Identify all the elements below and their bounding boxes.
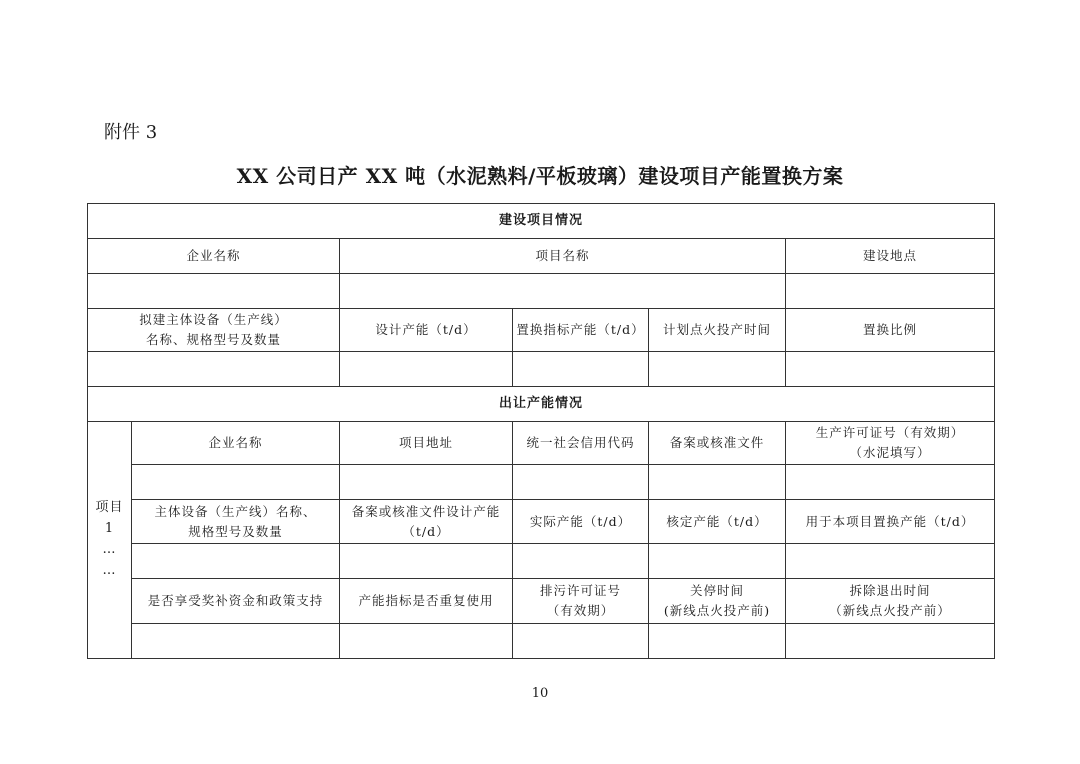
project-label xyxy=(88,422,132,659)
demolition-time-cell[interactable] xyxy=(786,624,995,659)
replacement-ratio-cell[interactable] xyxy=(786,352,995,387)
replacement-ratio-header: 置换比例 xyxy=(786,309,995,352)
replacement-capacity-cell[interactable] xyxy=(513,352,649,387)
demolition-time-line2: （新线点火投产前） xyxy=(829,603,951,618)
capacity-reuse-cell[interactable] xyxy=(340,624,513,659)
discharge-permit-header xyxy=(513,579,649,624)
subsidy-cell[interactable] xyxy=(132,624,340,659)
construction-company-name-header: 企业名称 xyxy=(88,239,340,274)
design-capacity-cell[interactable] xyxy=(340,352,513,387)
shutdown-time-header xyxy=(649,579,786,624)
credit-code-header: 统一社会信用代码 xyxy=(513,422,649,465)
page-number: 10 xyxy=(531,686,549,701)
construction-equipment-line1: 拟建主体设备（生产线） xyxy=(139,312,288,327)
production-license-line1: 生产许可证号（有效期） xyxy=(815,425,965,440)
demolition-time-header xyxy=(786,579,995,624)
filing-capacity-header xyxy=(340,500,513,544)
shutdown-time-line2: (新线点火投产前) xyxy=(663,603,771,618)
subsidy-header: 是否享受奖补资金和政策支持 xyxy=(132,579,340,624)
construction-location-cell[interactable] xyxy=(786,274,995,309)
filing-document-header: 备案或核准文件 xyxy=(649,422,786,465)
filing-document-cell[interactable] xyxy=(649,465,786,500)
transfer-company-name-cell[interactable] xyxy=(132,465,340,500)
approved-capacity-cell[interactable] xyxy=(649,544,786,579)
capacity-reuse-header: 产能指标是否重复使用 xyxy=(340,579,513,624)
filing-capacity-line1: 备案或核准文件设计产能 xyxy=(351,503,501,519)
filing-capacity-line2: （t/d） xyxy=(402,523,450,539)
project-label-line1: 项目 1 xyxy=(95,500,124,537)
discharge-permit-cell[interactable] xyxy=(513,624,649,659)
construction-equipment-line2: 名称、规格型号及数量 xyxy=(145,332,281,347)
project-address-cell[interactable] xyxy=(340,465,513,500)
construction-project-name-cell[interactable] xyxy=(340,274,786,309)
production-license-line2: （水泥填写） xyxy=(849,445,931,460)
credit-code-cell[interactable] xyxy=(513,465,649,500)
discharge-permit-line2: （有效期） xyxy=(546,603,615,618)
transfer-equipment-header xyxy=(132,500,340,544)
capacity-replacement-table xyxy=(87,203,995,659)
transfer-equipment-line2: 规格型号及数量 xyxy=(188,523,283,539)
actual-capacity-cell[interactable] xyxy=(513,544,649,579)
filing-capacity-cell[interactable] xyxy=(340,544,513,579)
transfer-company-name-header: 企业名称 xyxy=(132,422,340,465)
shutdown-time-cell[interactable] xyxy=(649,624,786,659)
planned-ignition-header: 计划点火投产时间 xyxy=(649,309,786,352)
production-license-header xyxy=(786,422,995,465)
project-label-line3: … xyxy=(102,562,117,578)
used-capacity-cell[interactable] xyxy=(786,544,995,579)
used-capacity-header: 用于本项目置换产能（t/d） xyxy=(786,500,995,544)
construction-location-header: 建设地点 xyxy=(786,239,995,274)
approved-capacity-header: 核定产能（t/d） xyxy=(649,500,786,544)
transfer-section-title: 出让产能情况 xyxy=(88,387,995,422)
design-capacity-header: 设计产能（t/d） xyxy=(340,309,513,352)
planned-ignition-cell[interactable] xyxy=(649,352,786,387)
production-license-cell[interactable] xyxy=(786,465,995,500)
construction-section-title: 建设项目情况 xyxy=(88,204,995,239)
project-address-header: 项目地址 xyxy=(340,422,513,465)
construction-equipment-header xyxy=(88,309,340,352)
attachment-label: 附件 3 xyxy=(104,122,158,143)
replacement-capacity-header: 置换指标产能（t/d） xyxy=(513,309,649,352)
project-label-line2: … xyxy=(102,542,117,557)
transfer-equipment-cell[interactable] xyxy=(132,544,340,579)
actual-capacity-header: 实际产能（t/d） xyxy=(513,500,649,544)
shutdown-time-line1: 关停时间 xyxy=(689,583,744,598)
demolition-time-line1: 拆除退出时间 xyxy=(849,583,931,598)
construction-company-name-cell[interactable] xyxy=(88,274,340,309)
discharge-permit-line1: 排污许可证号 xyxy=(539,583,621,598)
construction-equipment-cell[interactable] xyxy=(88,352,340,387)
document-title: XX 公司日产 XX 吨（水泥熟料/平板玻璃）建设项目产能置换方案 xyxy=(236,164,844,188)
transfer-equipment-line1: 主体设备（生产线）名称、 xyxy=(154,503,317,519)
construction-project-name-header: 项目名称 xyxy=(340,239,786,274)
